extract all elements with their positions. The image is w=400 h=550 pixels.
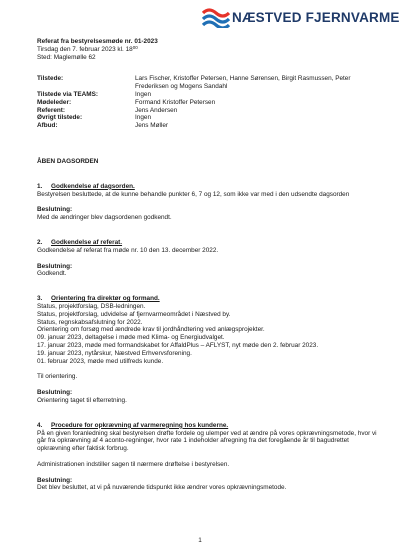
section-note: Administrationen indstiller sagen til nærmere drøftelse i bestyrelsen. [37, 460, 230, 468]
decision-block [37, 263, 377, 279]
status-line: 17. januar 2023, møde med formandskabet for AffaldPlus – AFLYST, nyt møde den 2. februar 2023. [37, 341, 319, 349]
section-note: Til orientering. [37, 373, 78, 381]
document-page [37, 38, 377, 492]
decision-text: Orientering taget til efterretning. [37, 396, 127, 404]
status-line: 19. januar 2023, nytårskur, Næstved Erhvervsforening. [37, 349, 192, 357]
decision-label: Beslutning: [37, 476, 73, 484]
status-line: 01. februar 2023, møde med utilfreds kunde. [37, 357, 164, 365]
decision-text: Det blev besluttet, at vi på nuværende tidspunkt ikke ændrer vores opkrævningsmetode. [37, 484, 287, 492]
waves-icon [202, 6, 230, 28]
meeting-place: Sted: Maglemølle 62 [37, 53, 96, 61]
agenda-item-2 [37, 239, 377, 278]
attendance-row: Referent: Jens Andersen [37, 106, 178, 114]
section-heading: 4. Procedure for opkrævning af varmeregning hos kunderne. [37, 421, 229, 429]
page-number: 1 [198, 537, 202, 544]
section-heading: 1. Godkendelse af dagsorden. [37, 182, 135, 190]
logo-wordmark: NÆSTVED FJERNVARME [232, 10, 400, 25]
document-title: Referat fra bestyrelsesmøde nr. 01-2023 [37, 38, 158, 45]
agenda-item-3 [37, 295, 377, 405]
section-heading: 2. Godkendelse af referat. [37, 238, 123, 246]
decision-label: Beslutning: [37, 206, 73, 214]
agenda-item-1 [37, 183, 377, 222]
attendance-row: Mødeleder: Formand Kristoffer Petersen [37, 98, 216, 106]
status-line: Status, projektforslag, udvidelse af fjernvarmeområdet i Næstved by. [37, 310, 231, 318]
attendance-table [37, 75, 377, 130]
status-line: Status, projektforslag, DSB-ledningen. [37, 302, 146, 310]
section-body: På en given foranledning skal bestyrelsen drøfte fordele og ulemper ved at ændre på vores opkrævningsmetode, hvor vi går fra opkrævning af 4 aconto-regninger, hvor rate 1 indeholder afregning fra det foregående år til bagudrettet opkrævning efter faktisk forbrug. [37, 429, 377, 453]
decision-block [37, 206, 377, 222]
decision-label: Beslutning: [37, 389, 73, 397]
status-line: Orientering om forsøg med ændrede krav til jordhåndtering ved anlægsprojekter. [37, 326, 265, 334]
company-logo [202, 6, 400, 32]
attendance-row: Tilstede via TEAMS: Ingen [37, 90, 151, 98]
meeting-date: Tirsdag den 7. februar 2023 kl. $18^{00}$ [37, 44, 138, 53]
attendance-row: Afbud: Jens Møller [37, 122, 169, 130]
agenda-heading: ÅBEN DAGSORDEN [37, 157, 99, 165]
attendance-row: Tilstede: Lars Fischer, Kristoffer Petersen, Hanne Sørensen, Birgit Rasmussen, Peter Frederiksen og Mogens Sandahl [37, 75, 351, 91]
decision-label: Beslutning: [37, 262, 73, 270]
decision-block [37, 477, 377, 493]
section-body: Bestyrelsen besluttede, at de kunne behandle punkter 6, 7 og 12, som ikke var med i den udsendte dagsorden [37, 190, 350, 198]
status-line: Status, regnskabsafslutning for 2022. [37, 318, 143, 326]
section-body: Godkendelse af referat fra møde nr. 10 den 13. december 2022. [37, 246, 219, 254]
status-line: 09. januar 2023, deltagelse i møde med Klima- og Energiudvalget. [37, 334, 225, 342]
decision-block [37, 389, 377, 405]
decision-text: Godkendt. [37, 270, 67, 278]
attendance-row: Øvrigt tilstede: Ingen [37, 114, 151, 122]
section-heading: 3. Orientering fra direktør og formand. [37, 295, 160, 303]
agenda-item-4 [37, 422, 377, 493]
decision-text: Med de ændringer blev dagsordenen godkendt. [37, 214, 172, 222]
